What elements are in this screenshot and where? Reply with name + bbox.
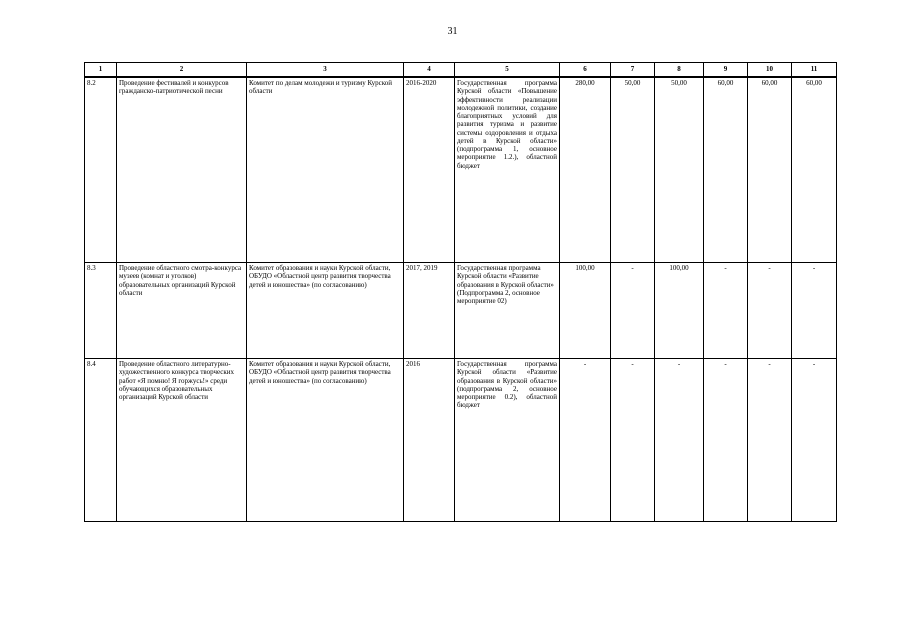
row-number: 8.3: [85, 263, 117, 359]
executor: Комитет образования и науки Курской области, ОБУДО «Областной центр развития творчества детей и юношества» (по согласованию): [247, 359, 404, 522]
row-number: 8.2: [85, 77, 117, 263]
header-row: [85, 63, 837, 78]
amount-col9: 60,00: [704, 77, 748, 263]
header-cell: 11: [792, 63, 837, 78]
amount-col9: -: [704, 263, 748, 359]
amount-col7: -: [611, 359, 655, 522]
header-cell: 7: [611, 63, 655, 78]
amount-col10: -: [748, 359, 792, 522]
header-cell: 1: [85, 63, 117, 78]
amount-col8: 50,00: [655, 77, 704, 263]
amount-col11: -: [792, 263, 837, 359]
amount-col11: -: [792, 359, 837, 522]
funding-source: Государственная программа Курской области «Повышение эффективности реализации молодежной политики, создание благоприятных условий для развития туризма и развитие системы оздоровления и отдыха детей в Курской области» (подпрограмма 1, основное мероприятие 1.2.), областной бюджет: [455, 77, 560, 263]
amount-total: 280,00: [560, 77, 611, 263]
row-number: 8.4: [85, 359, 117, 522]
header-cell: 6: [560, 63, 611, 78]
event-name: Проведение областного литературно-художественного конкурса творческих работ «Я помню! Я горжусь!» среди обучающихся образовательных организаций Курской области: [117, 359, 247, 522]
funding-source: Государственная программа Курской области «Развитие образования в Курской области» (Подпрограмма 2, основное мероприятие 02): [455, 263, 560, 359]
header-cell: 10: [748, 63, 792, 78]
header-cell: 3: [247, 63, 404, 78]
executor: Комитет образования и науки Курской области, ОБУДО «Областной центр развития творчества детей и юношества» (по согласованию): [247, 263, 404, 359]
event-name: Проведение фестивалей и конкурсов гражданско-патриотической песни: [117, 77, 247, 263]
header-cell: 5: [455, 63, 560, 78]
event-name: Проведение областного смотра-конкурса музеев (комнат и уголков) образовательных организаций Курской области: [117, 263, 247, 359]
header-cell: 8: [655, 63, 704, 78]
amount-col8: 100,00: [655, 263, 704, 359]
table-row: [85, 359, 837, 522]
amount-col7: -: [611, 263, 655, 359]
years: 2016-2020: [404, 77, 455, 263]
amount-col11: 60,00: [792, 77, 837, 263]
amount-col9: -: [704, 359, 748, 522]
executor: Комитет по делам молодежи и туризму Курской области: [247, 77, 404, 263]
table-row: [85, 77, 837, 263]
amount-col10: -: [748, 263, 792, 359]
table-row: [85, 263, 837, 359]
years: 2016: [404, 359, 455, 522]
budget-table: [84, 62, 837, 522]
funding-source: Государственная программа Курской области «Развитие образования в Курской области» (подпрограмма 2, основное мероприятие 0.2), областной бюджет: [455, 359, 560, 522]
amount-total: 100,00: [560, 263, 611, 359]
amount-col10: 60,00: [748, 77, 792, 263]
amount-total: -: [560, 359, 611, 522]
amount-col8: -: [655, 359, 704, 522]
header-cell: 4: [404, 63, 455, 78]
amount-col7: 50,00: [611, 77, 655, 263]
page-number: 31: [447, 26, 458, 37]
years: 2017, 2019: [404, 263, 455, 359]
header-cell: 2: [117, 63, 247, 78]
header-cell: 9: [704, 63, 748, 78]
